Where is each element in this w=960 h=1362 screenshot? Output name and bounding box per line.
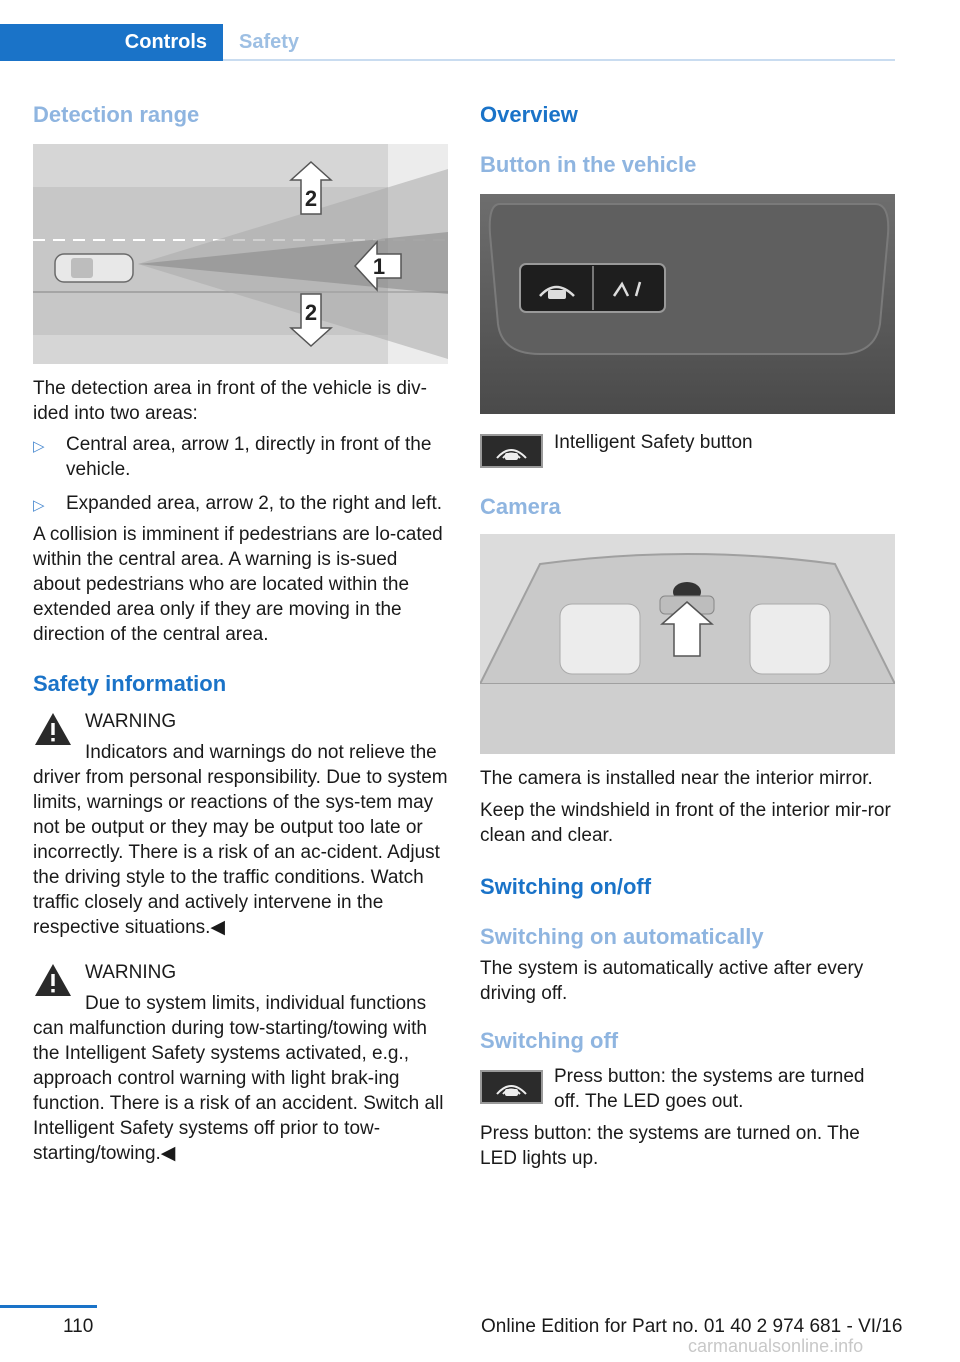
camera-photo	[480, 534, 895, 754]
detection-intro: The detection area in front of the vehicle is div‐ided into two areas:	[33, 378, 427, 424]
section-tabs	[0, 24, 895, 62]
safety-information-heading: Safety information	[33, 671, 227, 696]
bullet-text: Expanded area, arrow 2, to the right and left.	[66, 493, 443, 514]
warning-2-text: Due to system limits, individual functions can malfunction during tow-starting/towing with the Intelligent Safety systems activated, e.g., approach control warning with light brak‐ing function. There is a risk of an accident. Switch all Intelligent Safety systems off prior to tow-starting/towing.◀	[33, 993, 444, 1164]
switching-off-row	[480, 1064, 895, 1114]
camera-location-image	[480, 534, 895, 754]
bullet-triangle-icon: ▷	[33, 497, 45, 514]
button-panel-image	[480, 194, 895, 414]
bullet-text: Central area, arrow 1, directly in front of the vehicle.	[66, 434, 432, 480]
left-column	[33, 100, 448, 1166]
switching-heading: Switching on/off	[480, 874, 652, 899]
tab-safety[interactable]: Safety	[239, 31, 300, 53]
edition-note: Online Edition for Part no. 01 40 2 974 681 - VI/16	[481, 1316, 903, 1337]
switching-on-text: Press button: the systems are turned on. The LED lights up.	[480, 1123, 860, 1169]
detection-diagram	[33, 144, 448, 364]
camera-text-2: Keep the windshield in front of the interior mir‐ror clean and clear.	[480, 800, 891, 846]
switching-on-auto-text: The system is automatically active after every driving off.	[480, 958, 864, 1004]
arrow-2-top-label: 2	[304, 186, 318, 211]
button-photo	[480, 194, 895, 414]
intelligent-safety-button-row	[480, 430, 895, 474]
warning-triangle-icon	[33, 711, 73, 747]
switching-off-text: Press button: the systems are turned off. The LED goes out.	[554, 1066, 865, 1112]
warning-triangle-icon	[33, 962, 73, 998]
warning-1-text: Indicators and warnings do not relieve the driver from personal responsibility. Due to system limits, warnings or reactions of the sys‐tem may not be output or they may be output too late or incorrectly. There is a risk of an ac‐cident. Adjust the driving style to the traffic conditions. Watch traffic closely and actively intervene in the respective situations.◀	[33, 742, 448, 938]
page-number: 110	[63, 1316, 94, 1337]
intelligent-safety-button-icon[interactable]	[480, 1070, 543, 1104]
button-in-vehicle-heading: Button in the vehicle	[480, 152, 697, 177]
warning-block-1	[33, 709, 448, 940]
camera-heading: Camera	[480, 494, 561, 519]
camera-text-1: The camera is installed near the interior mirror.	[480, 768, 873, 789]
warning-block-2	[33, 960, 448, 1166]
intelligent-safety-caption: Intelligent Safety button	[554, 432, 753, 453]
switching-off-heading: Switching off	[480, 1028, 619, 1053]
bullet-triangle-icon: ▷	[33, 438, 45, 455]
warning-label: WARNING	[85, 962, 177, 983]
footer-rule	[0, 1305, 97, 1308]
right-column	[480, 100, 895, 1171]
arrow-2-bottom-label: 2	[304, 300, 318, 325]
watermark: carmanualsonline.info	[688, 1336, 864, 1356]
tab-controls[interactable]: Controls	[0, 24, 223, 61]
switching-on-auto-heading: Switching on automatically	[480, 924, 764, 949]
detection-range-figure	[33, 144, 448, 364]
overview-heading: Overview	[480, 102, 578, 127]
collision-text: A collision is imminent if pedestrians are lo‐cated within the central area. A warning is is‐sued about pedestrians who are located within the extended area only if they are moving in the direction of the central area.	[33, 524, 443, 645]
intelligent-safety-button-icon[interactable]	[480, 434, 543, 468]
list-item	[33, 432, 448, 482]
detection-range-heading: Detection range	[33, 102, 200, 127]
warning-label: WARNING	[85, 711, 177, 732]
arrow-1-label: 1	[372, 254, 386, 279]
list-item	[33, 491, 448, 516]
tab-divider	[223, 59, 895, 61]
